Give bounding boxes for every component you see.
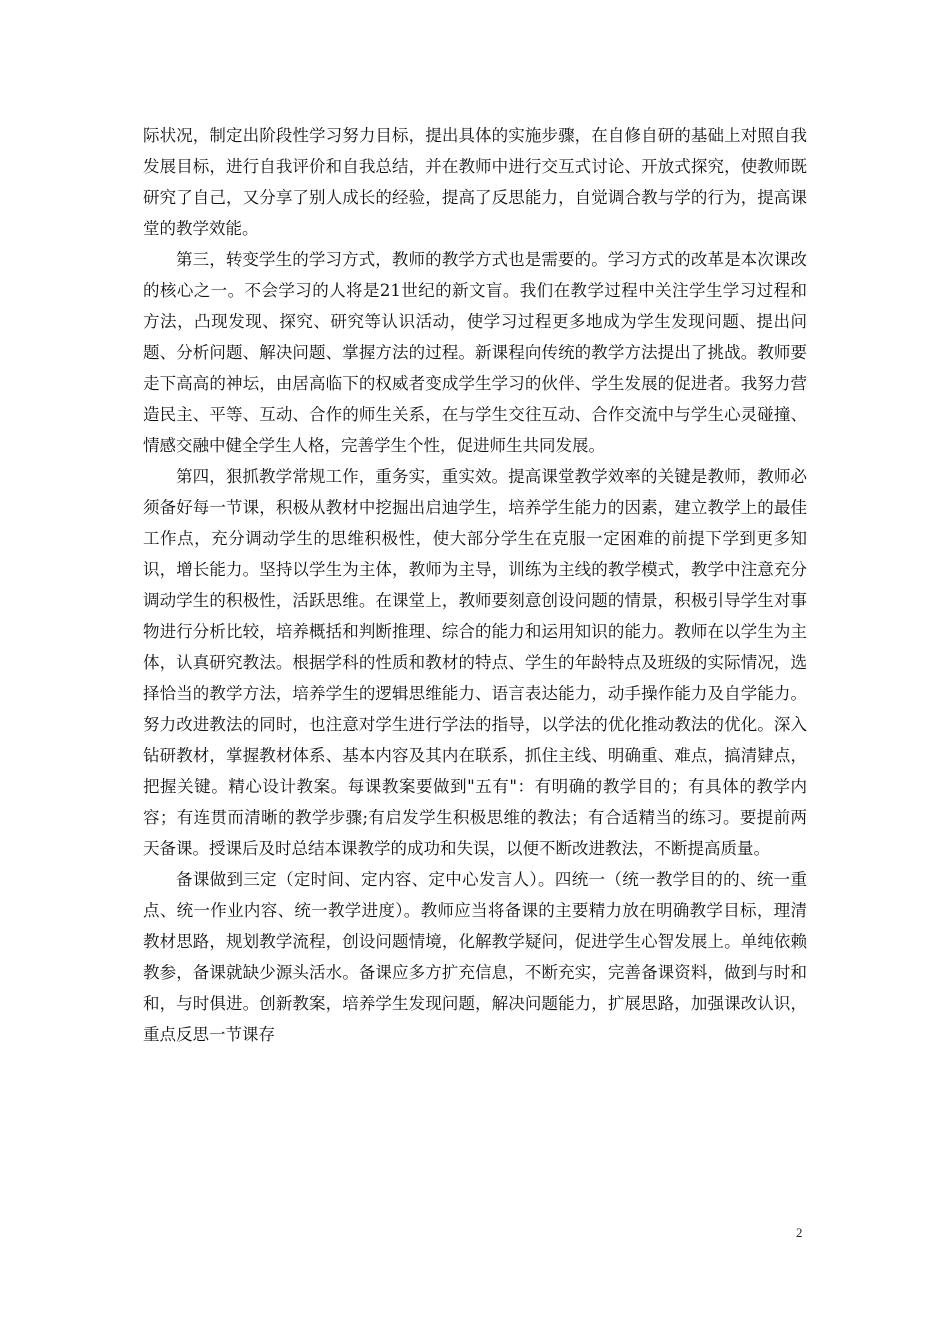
paragraph-lesson-prep: 备课做到三定（定时间、定内容、定中心发言人）。四统一（统一教学目的的、统一重点、统一作业内容、统一教学进度）。教师应当将备课的主要精力放在明确教学目标，理清教材思路，规划教学流程，创设问题情境，化解教学疑问，促进学生心智发展上。单纯依赖教参，备课就缺少源头活水。备课应多方扩充信息，不断充实，完善备课资料，做到与时和和，与时俱进。创新教案，培养学生发现问题，解决问题能力，扩展思路，加强课改认识，重点反思一节课存 (143, 870, 807, 1044)
paragraph-fourth-point: 第四，狠抓教学常规工作，重务实，重实效。提高课堂教学效率的关键是教师，教师必须备好每一节课，积极从教材中挖掘出启迪学生，培养学生能力的因素，建立教学上的最佳工作点，充分调动学生的思维积极性，使大部分学生在克服一定困难的前提下学到更多知识，增长能力。坚持以学生为主体，教师为主导，训练为主线的教学模式，教学中注意充分调动学生的积极性，活跃思维。在课堂上，教师要刻意创设问题的情景，积极引导学生对事物进行分析比较，培养概括和判断推理、综合的能力和运用知识的能力。教师在以学生为主体，认真研究教法。根据学科的性质和教材的特点、学生的年龄特点及班级的实际情况，选择恰当的教学方法，培养学生的逻辑思维能力、语言表达能力，动手操作能力及自学能力。努力改进教法的同时，也注意对学生进行学法的指导，以学法的优化推动教法的优化。深入钻研教材，掌握教材体系、基本内容及其内在联系，抓住主线、明确重、难点，搞清肄点，把握关键。精心设计教案。每课教案要做到"五有"：有明确的教学目的；有具体的教学内容；有连贯而清晰的教学步骤;有启发学生积极思维的教法；有合适精当的练习。要提前两天备课。授课后及时总结本课教学的成功和失误，以便不断改进教法，不断提高质量。 (143, 467, 807, 858)
paragraph-third-point: 第三，转变学生的学习方式，教师的教学方式也是需要的。学习方式的改革是本次课改的核心之一。不会学习的人将是21世纪的新文盲。我们在教学过程中关注学生学习过程和方法，凸现发现、探究、研究等认识活动，使学习过程更多地成为学生发现问题、提出问题、分析问题、解决问题、掌握方法的过程。新课程向传统的教学方法提出了挑战。教师要走下高高的神坛，由居高临下的权威者变成学生学习的伙伴、学生发展的促进者。我努力营造民主、平等、互动、合作的师生关系，在与学生交往互动、合作交流中与学生心灵碰撞、情感交融中健全学生人格，完善学生个性，促进师生共同发展。 (143, 250, 807, 455)
paragraph-continuation: 际状况，制定出阶段性学习努力目标，提出具体的实施步骤，在自修自研的基础上对照自我发展目标，进行自我评价和自我总结，并在教师中进行交互式讨论、开放式探究，使教师既研究了自己，又分享了别人成长的经验，提高了反思能力，自觉调合教与学的行为，提高课堂的教学效能。 (143, 126, 807, 238)
document-body (143, 120, 807, 1050)
page-number: 2 (796, 1225, 803, 1240)
